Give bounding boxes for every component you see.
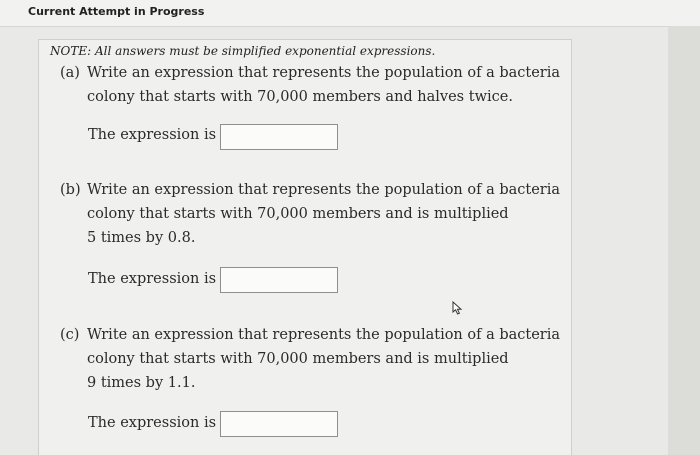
question-c-label: (c) [60, 327, 80, 343]
question-b-answer-label: The expression is [88, 271, 217, 287]
note-text: NOTE: All answers must be simplified exponential expressions. [50, 44, 436, 58]
question-c-line-2: colony that starts with 70,000 members and is multiplied [87, 351, 509, 367]
status-bar [0, 0, 700, 27]
question-b-line-1: Write an expression that represents the population of a bacteria [87, 182, 561, 198]
question-c-line-3: 9 times by 1.1. [87, 375, 196, 391]
question-b-line-2: colony that starts with 70,000 members and is multiplied [87, 206, 509, 222]
right-margin [668, 26, 700, 455]
question-b-answer-input[interactable] [220, 267, 338, 293]
status-title: Current Attempt in Progress [28, 5, 205, 18]
mouse-pointer-icon [452, 301, 464, 315]
question-a-answer-input[interactable] [220, 124, 338, 150]
question-a-line-1: Write an expression that represents the population of a bacteria [87, 65, 561, 81]
question-a-text [87, 61, 561, 109]
question-c-text [87, 323, 561, 395]
question-c-answer-label: The expression is [88, 415, 217, 431]
question-a-answer-label: The expression is [88, 127, 217, 143]
question-b-text [87, 178, 561, 250]
question-a-line-2: colony that starts with 70,000 members and halves twice. [87, 89, 513, 105]
question-a-label: (a) [60, 65, 80, 81]
question-c-answer-input[interactable] [220, 411, 338, 437]
question-c-line-1: Write an expression that represents the population of a bacteria [87, 327, 561, 343]
question-b-label: (b) [60, 182, 81, 198]
question-b-line-3: 5 times by 0.8. [87, 230, 196, 246]
